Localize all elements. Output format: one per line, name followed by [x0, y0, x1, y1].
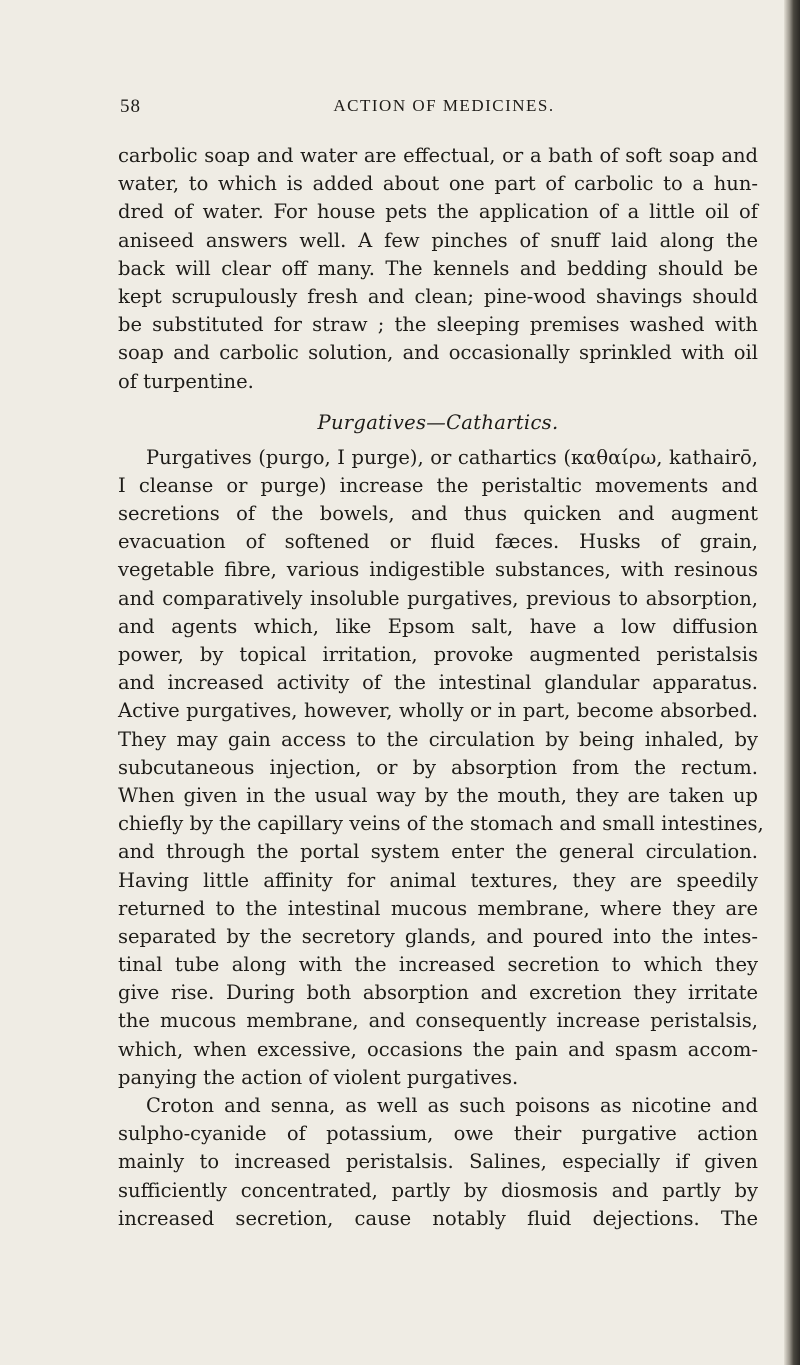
paragraph-carbolic: [118, 142, 758, 396]
running-head: ACTION OF MEDICINES.: [333, 96, 555, 115]
text-line: subcutaneous injection, or by absorption from the rectum.: [118, 755, 758, 779]
text-line: increased secretion, cause notably fluid dejections. The: [118, 1206, 758, 1230]
text-line: soap and carbolic solution, and occasionally sprinkled with oil: [118, 341, 758, 365]
text-line: carbolic soap and water are effectual, or a bath of soft soap and: [118, 144, 758, 167]
text-line: returned to the intestinal mucous membrane, where they are: [118, 896, 758, 920]
text-line: I cleanse or purge) increase the peristaltic movements and: [118, 473, 758, 497]
text-line: be substituted for straw ; the sleeping premises washed with: [118, 313, 758, 337]
text-line: chiefly by the capillary veins of the stomach and small intestines,: [118, 812, 764, 836]
text-line: and increased activity of the intestinal glandular apparatus.: [118, 671, 758, 695]
text-line: sulpho-cyanide of potassium, owe their purgative action: [118, 1122, 758, 1146]
text-line: of turpentine.: [118, 369, 254, 393]
text-line: which, when excessive, occasions the pain and spasm accom-: [118, 1037, 758, 1061]
page-number: 58: [120, 96, 141, 117]
text-line: Having little affinity for animal textures, they are speedily: [118, 868, 758, 892]
text-line: kept scrupulously fresh and clean; pine-wood shavings should: [118, 284, 758, 308]
page-edge-shadow: [784, 0, 800, 1365]
text-line: secretions of the bowels, and thus quicken and augment: [118, 502, 758, 526]
text-line: aniseed answers well. A few pinches of snuff laid along the: [118, 228, 758, 252]
text-line: and through the portal system enter the general circulation.: [118, 840, 758, 864]
text-line: and comparatively insoluble purgatives, previous to absorption,: [118, 586, 758, 610]
text-line: evacuation of softened or fluid fæces. Husks of grain,: [118, 530, 758, 554]
text-line: the mucous membrane, and consequently increase peristalsis,: [118, 1009, 758, 1033]
text-line: Purgatives (purgo, I purge), or cathartics (καθαίρω, kathairō,: [146, 445, 758, 469]
paragraph-purgatives: [118, 444, 764, 1092]
text-line: They may gain access to the circulation by being inhaled, by: [118, 727, 758, 751]
text-line: and agents which, like Epsom salt, have a low diffusion: [118, 614, 758, 638]
text-line: mainly to increased peristalsis. Salines, especially if given: [118, 1150, 758, 1174]
text-line: water, to which is added about one part of carbolic to a hun-: [118, 172, 758, 196]
text-line: When given in the usual way by the mouth, they are taken up: [118, 783, 758, 807]
text-line: give rise. During both absorption and excretion they irritate: [118, 981, 758, 1005]
text-line: power, by topical irritation, provoke augmented peristalsis: [118, 643, 758, 666]
text-line: vegetable fibre, various indigestible substances, with resinous: [118, 558, 758, 582]
body-text: [118, 142, 764, 1233]
text-line: tinal tube along with the increased secretion to which they: [118, 953, 758, 977]
text-line: sufficiently concentrated, partly by diosmosis and partly by: [118, 1178, 758, 1202]
text-line: back will clear off many. The kennels and bedding should be: [118, 256, 758, 280]
text-line: dred of water. For house pets the application of a little oil of: [118, 200, 758, 224]
section-heading: Purgatives—Cathartics.: [317, 410, 559, 434]
text-line: panying the action of violent purgatives.: [118, 1065, 519, 1089]
text-line: Active purgatives, however, wholly or in part, become absorbed.: [118, 699, 758, 723]
page-header: [120, 96, 748, 126]
text-line: separated by the secretory glands, and poured into the intes-: [118, 924, 758, 948]
paragraph-croton: [118, 1092, 758, 1233]
text-line: Croton and senna, as well as such poisons as nicotine and: [146, 1094, 758, 1117]
